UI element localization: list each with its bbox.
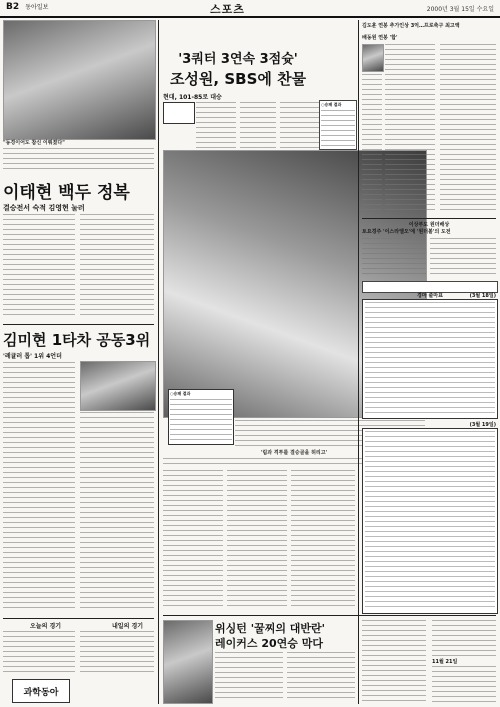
right-item2-headline: 토요경주 '이스라엘오'에 '원더볼'의 도전 — [362, 229, 451, 235]
right-bottom-col1 — [362, 620, 426, 702]
right-item1-photo — [362, 44, 384, 72]
bottom-body-col1 — [215, 652, 283, 702]
standings-title: ○승패 결과 — [170, 391, 191, 396]
story2-deck: '레귤러 톱' 1위 4언더 — [3, 353, 62, 360]
lower-body-col2 — [227, 470, 287, 610]
center-headline: 조성원, SBS에 찬물 — [169, 70, 307, 88]
race-table-1-rows — [365, 302, 495, 414]
standings-table — [168, 389, 234, 445]
right-ticker: 11월 21일 — [432, 659, 458, 665]
center-body-col3 — [280, 102, 320, 148]
right-item2-body-col1 — [362, 238, 426, 278]
center-kicker: '3쿼터 3연속 3점슛' — [178, 52, 298, 67]
bottom-body-col2 — [287, 652, 355, 702]
center-body-col1 — [196, 102, 236, 148]
right-bottom-col2b — [432, 666, 496, 702]
score-box — [319, 100, 357, 150]
page-header — [0, 0, 500, 18]
today-games-list — [3, 631, 75, 676]
right-item2-title: 이상부도 원더배상 — [408, 222, 450, 228]
story2-body-col1 — [3, 362, 75, 612]
tomorrow-games-title: 내일의 경기 — [112, 623, 144, 630]
story2-headline: 김미현 1타차 공동3위 — [3, 331, 151, 349]
left-photo-caption: "동경이어도 참신 이뤄졌다" — [3, 140, 65, 146]
left-divider — [3, 324, 154, 325]
score-box-lines — [321, 110, 355, 148]
race-date-1: (3월 18일) — [469, 293, 496, 299]
race-table-1 — [362, 299, 498, 419]
left-top-photo — [3, 20, 156, 140]
paper-name: 동아일보 — [25, 4, 49, 11]
center-body-col2 — [240, 102, 276, 148]
story1-body-col2 — [80, 214, 154, 319]
right-divider-2 — [362, 615, 496, 616]
right-divider-1 — [362, 218, 496, 219]
race-card-title: 경마 출마표 — [417, 293, 443, 299]
right-bottom-col2a — [432, 620, 496, 656]
tomorrow-games-list — [80, 631, 154, 676]
section-title: 스포츠 — [210, 3, 245, 16]
bottom-photo — [163, 620, 213, 704]
lower-body-col1 — [163, 470, 223, 610]
page-number-text: B2 — [6, 2, 20, 12]
left-caption-body — [3, 148, 154, 170]
story2-body-col2 — [80, 412, 154, 612]
lower-body-col3 — [291, 470, 355, 610]
bottom-headline-1: 위싱턴 '꿀찌의 대반란' — [215, 622, 326, 635]
story1-headline: 이태현 백두 정복 — [3, 183, 130, 203]
bottom-headline-2: 레이커스 20연승 막다 — [215, 637, 323, 650]
right-item1-body-col2 — [440, 44, 496, 214]
race-table-2 — [362, 428, 498, 614]
right-item1-body-narrow — [362, 74, 382, 214]
story1-body-col1 — [3, 214, 75, 319]
center-photo-caption: '림과 격투를 결승골을 허리고' — [260, 450, 328, 456]
ad-logo-box — [12, 679, 70, 703]
right-item1-title: 배동원 연봉 '합' — [362, 35, 398, 41]
issue-date: 2000년 3월 15일 수요일 — [426, 6, 494, 13]
standings-rows — [170, 399, 232, 443]
right-item1-body-col1 — [385, 44, 435, 214]
league-logo — [163, 102, 195, 124]
score-box-title: ○승패 결과 — [321, 102, 342, 107]
ad-logo-text: 과학동아 — [23, 687, 59, 698]
story2-photo — [80, 361, 156, 411]
race-table-2-rows — [365, 431, 495, 609]
col-divider-1 — [158, 20, 159, 704]
today-games-title: 오늘의 경기 — [30, 623, 62, 630]
story1-deck: 결승전서 숙적 김영현 눌러 — [3, 204, 85, 212]
left-bottom-divider — [3, 618, 154, 619]
right-top-headline: 김도훈 연봉 추가인상 3억…프로축구 최고액 — [362, 23, 460, 29]
right-item2-body-col2 — [430, 238, 496, 278]
col-divider-2 — [358, 20, 359, 704]
race-date-2: (3월 19일) — [469, 422, 496, 428]
center-subline: 현대, 101-85로 대승 — [163, 94, 222, 101]
page-number — [6, 2, 48, 12]
